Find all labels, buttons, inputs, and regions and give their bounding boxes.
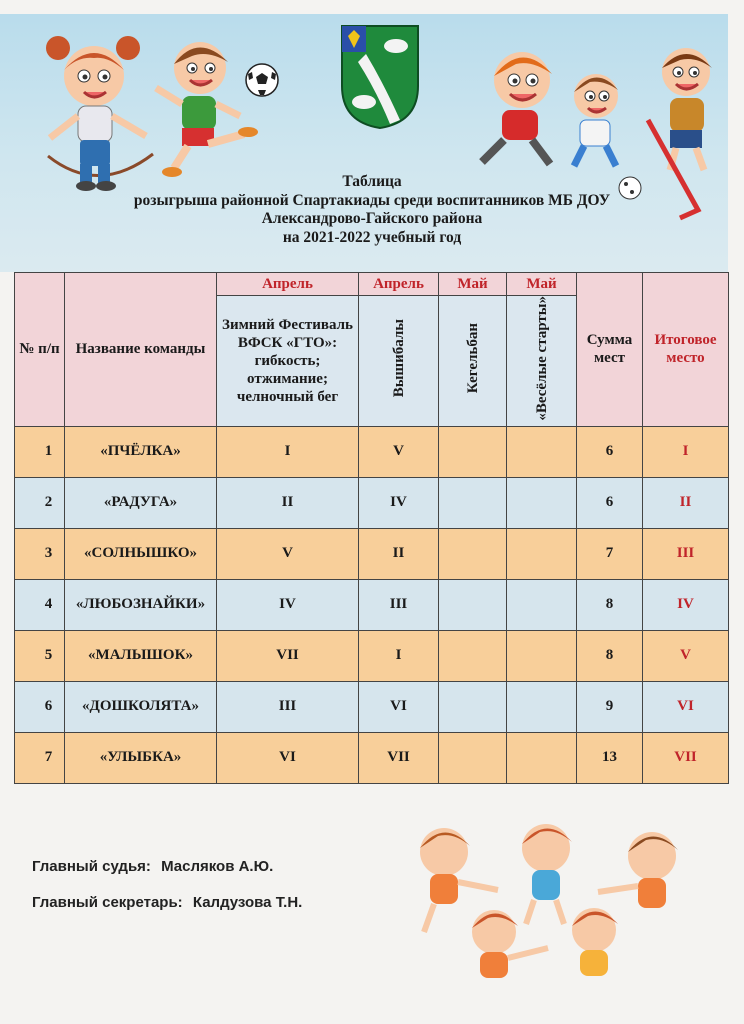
cell-sum: 8 [577, 630, 643, 681]
jump-rope-girl-illustration [28, 26, 168, 196]
cell-event [439, 681, 507, 732]
table-row [15, 528, 729, 579]
title-line: Александрово-Гайского района [261, 210, 483, 227]
header-month: Апрель [359, 273, 439, 296]
cell-sum: 6 [577, 426, 643, 477]
header-team: Название команды [65, 273, 217, 427]
cell-event: V [217, 528, 359, 579]
cell-event: III [359, 579, 439, 630]
header-event [359, 296, 439, 427]
cell-event: IV [217, 579, 359, 630]
cell-num: 1 [15, 426, 65, 477]
cell-place: VII [643, 732, 729, 783]
chief-judge-label: Главный судья: [32, 858, 151, 875]
cell-event [439, 630, 507, 681]
cell-num: 2 [15, 477, 65, 528]
header-month: Май [439, 273, 507, 296]
cell-event [507, 681, 577, 732]
header-month: Апрель [217, 273, 359, 296]
cell-team: «УЛЫБКА» [65, 732, 217, 783]
table-row [15, 477, 729, 528]
cell-place: IV [643, 579, 729, 630]
cell-place: II [643, 477, 729, 528]
cell-event: VII [217, 630, 359, 681]
header-event-label: Вышибалы [390, 319, 407, 398]
chief-secretary-line [32, 894, 302, 911]
cell-num: 5 [15, 630, 65, 681]
cell-num: 6 [15, 681, 65, 732]
cell-place: III [643, 528, 729, 579]
coat-of-arms-emblem [340, 24, 420, 130]
document-title [0, 173, 744, 247]
title-line: розыгрыша районной Спартакиады среди воспитанников МБ ДОУ [133, 191, 611, 209]
standings-table [14, 272, 729, 784]
cell-event: I [359, 630, 439, 681]
cell-sum: 13 [577, 732, 643, 783]
cell-team: «ДОШКОЛЯТА» [65, 681, 217, 732]
table-row [15, 579, 729, 630]
cell-event [439, 528, 507, 579]
cell-sum: 6 [577, 477, 643, 528]
table-row [15, 426, 729, 477]
chief-judge-name: Масляков А.Ю. [161, 858, 274, 875]
cell-team: «МАЛЫШОК» [65, 630, 217, 681]
cell-team: «СОЛНЫШКО» [65, 528, 217, 579]
cell-team: «РАДУГА» [65, 477, 217, 528]
cell-place: V [643, 630, 729, 681]
chief-secretary-label: Главный секретарь: [32, 894, 183, 911]
cell-event: IV [359, 477, 439, 528]
header-final-place: Итоговое место [643, 273, 729, 427]
title-line: на 2021-2022 учебный год [282, 228, 462, 246]
chief-secretary-name: Калдузова Т.Н. [192, 894, 303, 911]
cell-num: 4 [15, 579, 65, 630]
chief-judge-line [32, 858, 273, 875]
cell-event: VII [359, 732, 439, 783]
cell-num: 3 [15, 528, 65, 579]
cell-event [507, 477, 577, 528]
cell-event: V [359, 426, 439, 477]
cell-sum: 9 [577, 681, 643, 732]
header-num: № п/п [15, 273, 65, 427]
cell-event: VI [359, 681, 439, 732]
header-event [507, 296, 577, 427]
cell-team: «ЛЮБОЗНАЙКИ» [65, 579, 217, 630]
cell-event [507, 528, 577, 579]
cell-team: «ПЧЁЛКА» [65, 426, 217, 477]
cell-sum: 8 [577, 579, 643, 630]
cell-event [507, 579, 577, 630]
header-event: Зимний Фестиваль ВФСК «ГТО»: гибкость; отжимание; челночный бег [217, 296, 359, 427]
soccer-boy-illustration [148, 34, 258, 184]
cell-event [439, 426, 507, 477]
cell-place: I [643, 426, 729, 477]
cell-event [439, 477, 507, 528]
cell-event [507, 426, 577, 477]
cell-place: VI [643, 681, 729, 732]
header-event [439, 296, 507, 427]
title-line: Таблица [342, 173, 402, 190]
table-row [15, 630, 729, 681]
cell-event [507, 630, 577, 681]
running-children-illustration [466, 40, 636, 170]
cell-sum: 7 [577, 528, 643, 579]
header-event-label: Кегельбан [464, 323, 481, 394]
header-month: Май [507, 273, 577, 296]
cell-event: I [217, 426, 359, 477]
soccer-ball-icon [244, 62, 280, 98]
cell-event: II [359, 528, 439, 579]
cell-event [439, 579, 507, 630]
cell-event [439, 732, 507, 783]
cell-event: III [217, 681, 359, 732]
cell-event: II [217, 477, 359, 528]
cell-event: VI [217, 732, 359, 783]
cell-event [507, 732, 577, 783]
table-row [15, 732, 729, 783]
dancing-children-illustration [398, 812, 698, 988]
cell-num: 7 [15, 732, 65, 783]
header-event-label: «Весёлые старты» [533, 296, 550, 421]
table-row [15, 681, 729, 732]
header-sum: Сумма мест [577, 273, 643, 427]
